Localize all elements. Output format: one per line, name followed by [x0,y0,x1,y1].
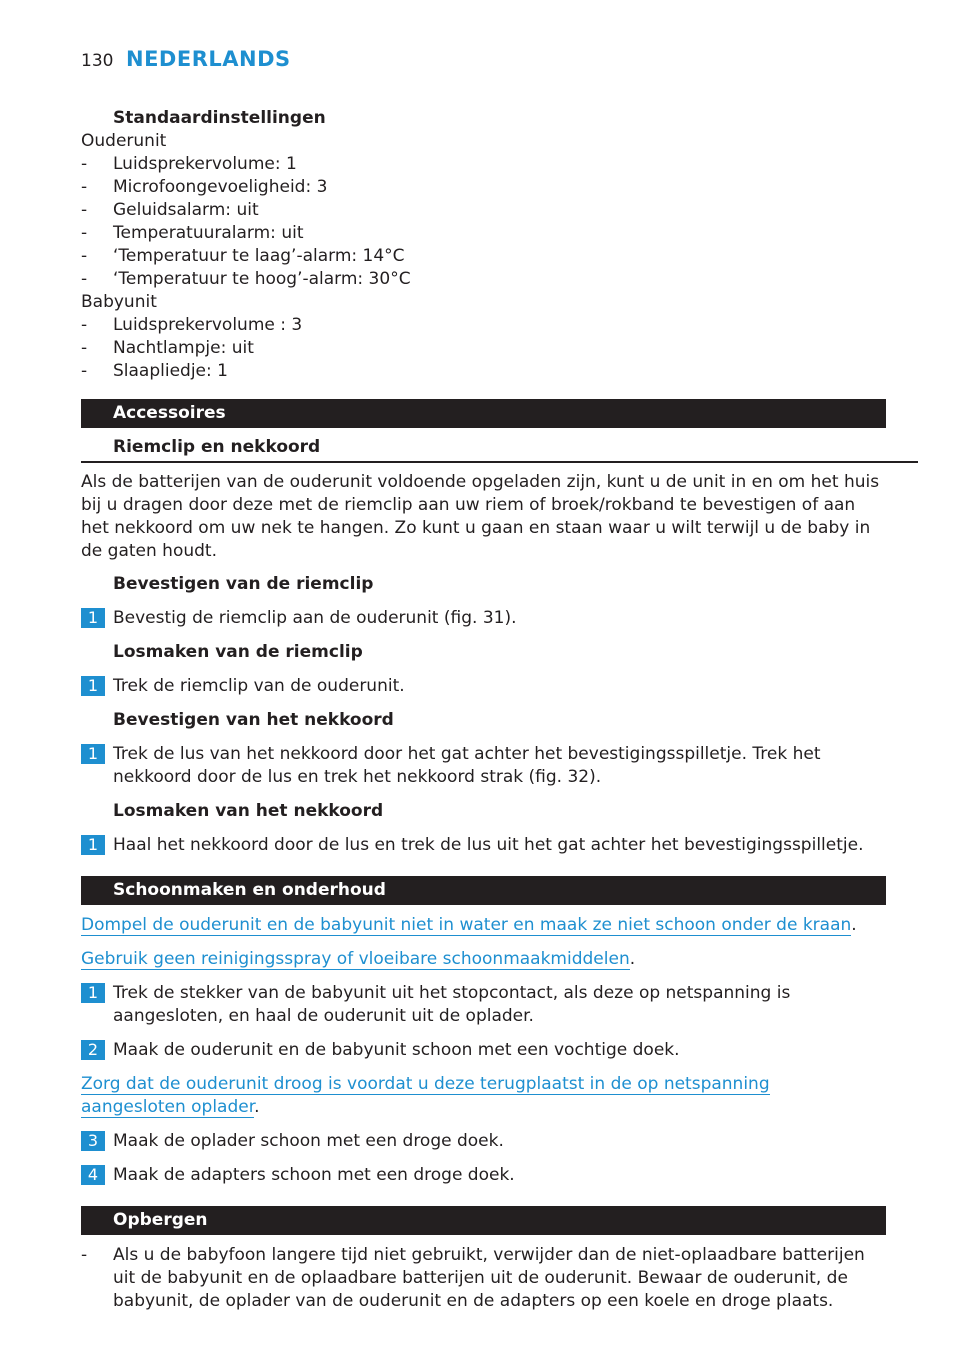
step-number: 4 [81,1165,105,1185]
storage-item [81,1244,886,1313]
dash-bullet: - [81,177,88,197]
warning-text: Zorg dat de ouderunit droog is voordat u deze terugplaatst in de op netspanning aangesloten oplader [81,1074,770,1117]
setting-item [81,337,886,360]
step-item [81,1130,886,1153]
cleaning-warning [81,914,871,937]
belt-clip-cord-title: Riemclip en nekkoord [81,436,918,463]
dash-bullet: - [81,269,88,289]
step-text: Maak de oplader schoon met een droge doek. [113,1131,504,1151]
step-number: 2 [81,1040,105,1060]
detach-clip-title: Losmaken van de riemclip [113,642,363,662]
step-item [81,982,886,1028]
setting-text: Nachtlampje: uit [113,338,254,358]
dash-bullet: - [81,361,88,381]
dash-bullet: - [81,200,88,220]
step-text: Trek de stekker van de babyunit uit het stopcontact, als deze op netspanning is aangesloten, en haal de ouderunit uit de oplader. [113,983,791,1026]
warning-text: Dompel de ouderunit en de babyunit niet in water en maak ze niet schoon onder de kraan [81,915,852,935]
setting-text: Temperatuuralarm: uit [113,223,304,243]
warning-period: . [254,1097,260,1117]
detach-cord-title: Losmaken van het nekkoord [113,801,384,821]
storage-heading: Opbergen [81,1206,886,1235]
attach-clip-title: Bevestigen van de riemclip [113,574,374,594]
step-item [81,1164,886,1187]
setting-text: ‘Temperatuur te laag’-alarm: 14°C [113,246,405,266]
setting-item [81,360,886,383]
baby-settings-list [81,314,886,383]
language-title: NEDERLANDS [126,47,291,71]
setting-text: Geluidsalarm: uit [113,200,259,220]
setting-item [81,199,886,222]
setting-text: ‘Temperatuur te hoog’-alarm: 30°C [113,269,411,289]
default-settings-section [81,107,886,383]
parent-unit-label: Ouderunit [81,131,167,151]
step-item [81,1039,886,1062]
dash-bullet: - [81,246,88,266]
step-text: Trek de riemclip van de ouderunit. [113,676,405,696]
storage-text: Als u de babyfoon langere tijd niet gebruikt, verwijder dan de niet-oplaadbare batterijen uit de babyunit en de oplaadbare batterijen uit de ouderunit. Bewaar de ouderunit, de babyunit, de oplader van de ouderunit en de adapters op een koele en droge plaats. [113,1245,865,1311]
setting-text: Slaapliedje: 1 [113,361,228,381]
dash-bullet: - [81,154,88,174]
cleaning-heading: Schoonmaken en onderhoud [81,876,886,905]
setting-item [81,176,886,199]
cleaning-warning [81,948,871,971]
attach-cord-title: Bevestigen van het nekkoord [113,710,394,730]
setting-item [81,222,886,245]
warning-text: Gebruik geen reinigingsspray of vloeibare schoonmaakmiddelen [81,949,630,969]
setting-text: Luidsprekervolume : 3 [113,315,303,335]
dash-bullet: - [81,338,88,358]
step-number: 1 [81,608,105,628]
step-text: Trek de lus van het nekkoord door het gat achter het bevestigingsspilletje. Trek het nekkoord door de lus en trek het nekkoord strak (fig. 32). [113,744,821,787]
cleaning-warning [81,1073,861,1119]
warning-period: . [851,915,857,935]
dash-bullet: - [81,315,88,335]
step-number: 3 [81,1131,105,1151]
setting-item [81,153,886,176]
setting-item [81,245,886,268]
accessories-heading: Accessoires [81,399,886,428]
page-number: 130 [81,51,114,71]
step-number: 1 [81,676,105,696]
step-number: 1 [81,835,105,855]
step-text: Haal het nekkoord door de lus en trek de lus uit het gat achter het bevestigingsspilletje. [113,835,864,855]
dash-bullet: - [81,223,88,243]
step-item [81,743,886,789]
setting-item [81,268,886,291]
step-number: 1 [81,744,105,764]
setting-text: Luidsprekervolume: 1 [113,154,297,174]
parent-settings-list [81,153,886,291]
step-number: 1 [81,983,105,1003]
step-item [81,607,886,630]
step-text: Maak de ouderunit en de babyunit schoon met een vochtige doek. [113,1040,680,1060]
step-item [81,834,886,857]
dash-bullet: - [81,1245,88,1265]
accessories-intro: Als de batterijen van de ouderunit voldoende opgeladen zijn, kunt u de unit in en om het huis bij u dragen door deze met de riemclip aan uw riem of broek/rokband te bevestigen of aan het nekkoord om uw nek te hangen. Zo kunt u gaan en staan waar u wilt terwijl u de baby in de gaten houdt. [81,472,880,561]
setting-text: Microfoongevoeligheid: 3 [113,177,328,197]
setting-item [81,314,886,337]
default-settings-title: Standaardinstellingen [113,108,326,128]
step-text: Bevestig de riemclip aan de ouderunit (fig. 31). [113,608,517,628]
step-text: Maak de adapters schoon met een droge doek. [113,1165,515,1185]
baby-unit-label: Babyunit [81,292,157,312]
step-item [81,675,886,698]
warning-period: . [629,949,636,969]
